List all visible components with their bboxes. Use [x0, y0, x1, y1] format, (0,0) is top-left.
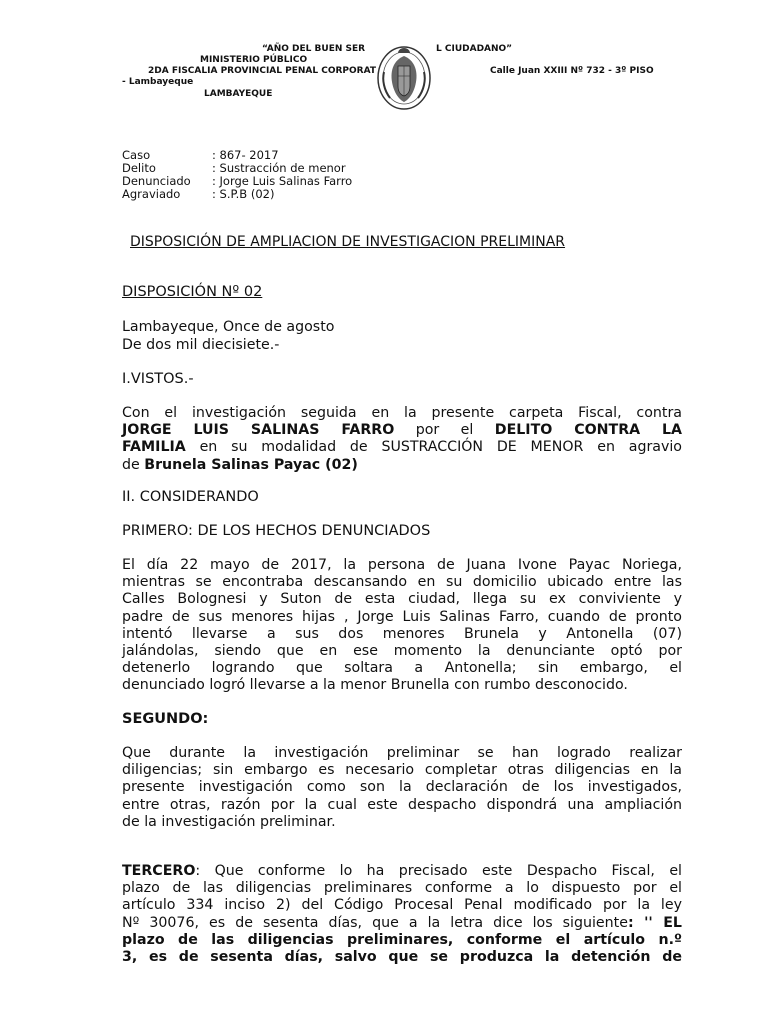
crime-name: DELITO CONTRA LA [494, 422, 683, 439]
vistos-text: en su modalidad de SUSTRACCIÓN DE MENOR en agravio [185, 439, 682, 456]
tercero-line [122, 915, 682, 932]
primero-line: Calles Bolognesi y Suton de esta ciudad, llega su ex conviviente y [122, 591, 682, 608]
crime-name-cont: FAMILIA [122, 439, 186, 456]
header-office: 2DA FISCALIA PROVINCIAL PENAL CORPORAT [148, 66, 377, 76]
case-value: : Sustracción de menor [212, 161, 346, 175]
case-row-agraviado [122, 188, 274, 201]
tercero-line [122, 863, 682, 880]
primero-heading: PRIMERO: DE LOS HECHOS DENUNCIADOS [122, 523, 431, 539]
case-label: Caso [122, 148, 151, 162]
primero-line: El día 22 mayo de 2017, la persona de Juana Ivone Payac Noriega, [122, 557, 682, 573]
primero-line: intentó llevarse a sus dos menores Brunela y Antonella (07) [122, 625, 682, 642]
vistos-line [122, 439, 682, 456]
victim-name: Brunela Salinas Payac (02) [144, 456, 358, 473]
accused-name: JORGE LUIS SALINAS FARRO [122, 422, 395, 439]
segundo-line: presente investigación como son la declaración de los investigados, [122, 779, 682, 796]
vistos-paragraph [122, 405, 682, 474]
header-city: LAMBAYEQUE [204, 89, 273, 99]
tercero-line: artículo 334 inciso 2) del Código Procesal Penal modificado por la ley [122, 897, 682, 914]
date-line-1: Lambayeque, Once de agosto [122, 319, 335, 335]
vistos-heading: I.VISTOS.- [122, 371, 194, 387]
tercero-paragraph [122, 863, 682, 966]
segundo-heading: SEGUNDO: [122, 711, 209, 727]
case-label: Denunciado [122, 174, 191, 188]
primero-line: mientras se encontraba descansando en su domicilio ubicado entre las [122, 574, 682, 591]
vistos-text: por el [394, 422, 495, 439]
case-value: : 867- 2017 [212, 148, 279, 162]
tercero-text: Nº 30076, es de sesenta días, que a la letra dice los siguiente [122, 914, 628, 931]
header-motto-end: L CIUDADANO” [436, 44, 513, 54]
coat-of-arms-seal-icon [376, 42, 432, 112]
tercero-label: TERCERO [122, 863, 196, 879]
tercero-line: plazo de las diligencias preliminares conforme a lo dispuesto por el [122, 880, 682, 897]
document-title: DISPOSICIÓN DE AMPLIACION DE INVESTIGACION PRELIMINAR [130, 234, 566, 250]
segundo-line: de la investigación preliminar. [122, 813, 336, 830]
primero-line: jalándolas, siendo que en ese momento la denunciante optó por [122, 643, 682, 660]
case-value: : S.P.B (02) [212, 187, 275, 201]
vistos-line: Con el investigación seguida en la presente carpeta Fiscal, contra [122, 405, 682, 421]
case-value: : Jorge Luis Salinas Farro [212, 174, 353, 188]
case-label: Delito [122, 161, 156, 175]
segundo-line: Que durante la investigación preliminar se han logrado realizar [122, 745, 682, 761]
tercero-line: 3, es de sesenta días, salvo que se produzca la detención de [122, 949, 682, 966]
header-address-cont: - Lambayeque [122, 77, 194, 87]
header-motto: “AÑO DEL BUEN SER [262, 44, 366, 54]
segundo-paragraph [122, 745, 682, 831]
primero-line: padre de sus menores hijas , Jorge Luis Salinas Farro, cuando de pronto [122, 608, 682, 625]
considerando-heading: II. CONSIDERANDO [122, 489, 259, 505]
header-ministry: MINISTERIO PÚBLICO [200, 55, 308, 65]
date-line-2: De dos mil diecisiete.- [122, 337, 280, 353]
segundo-line: entre otras, razón por la cual este despacho dispondrá una ampliación [122, 796, 682, 813]
vistos-line [122, 422, 682, 439]
tercero-text: : Que conforme lo ha precisado este Despacho Fiscal, el [195, 863, 682, 879]
disposition-number: DISPOSICIÓN Nº 02 [122, 284, 263, 300]
case-label: Agraviado [122, 187, 181, 201]
tercero-line: plazo de las diligencias preliminares, conforme el artículo n.º [122, 931, 682, 948]
vistos-text: de [122, 456, 145, 473]
segundo-line: diligencias; sin embargo es necesario completar otras diligencias en la [122, 762, 682, 779]
primero-line: detenerlo logrando que soltara a Antonella; sin embargo, el [122, 660, 682, 677]
header-address: Calle Juan XXIII Nº 732 - 3º PISO [490, 66, 654, 76]
primero-paragraph [122, 557, 682, 695]
primero-line: denunciado logró llevarse a la menor Brunella con rumbo desconocido. [122, 677, 628, 694]
vistos-line [122, 457, 682, 474]
quote-start: : '' EL [627, 914, 682, 931]
